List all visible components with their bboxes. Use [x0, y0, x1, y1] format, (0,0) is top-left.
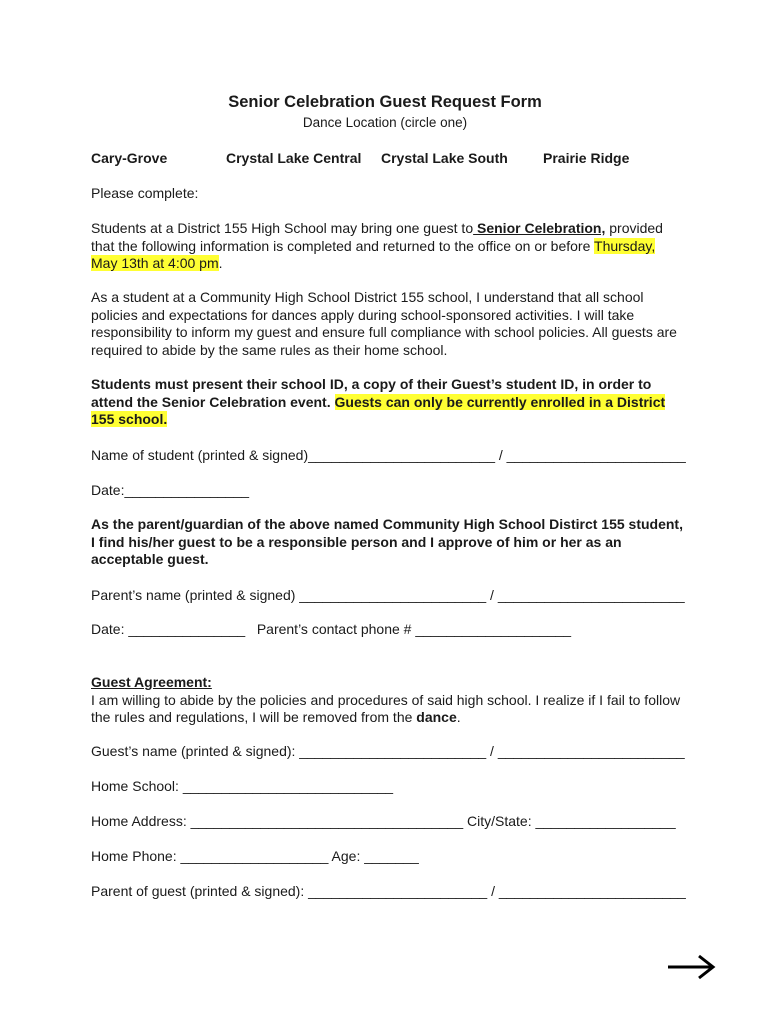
guest-agreement-text: . — [456, 709, 461, 726]
home-address-field[interactable]: Home Address: ___________________________________ City/State: __________________ — [91, 813, 676, 829]
intro-text: Students at a District 155 High School may bring one guest to — [91, 220, 474, 236]
dance-word: dance — [416, 709, 457, 726]
form-subtitle: Dance Location (circle one) — [302, 115, 468, 130]
parent-phone-field[interactable]: Parent’s contact phone # ____________________ — [245, 621, 572, 637]
location-option[interactable]: Cary-Grove — [91, 150, 168, 166]
location-option[interactable]: Prairie Ridge — [543, 150, 630, 166]
deadline-highlight: Thursday, May 13th at 4:00 pm — [91, 237, 656, 272]
parent-date-phone-row — [91, 621, 683, 639]
intro-text: . — [218, 255, 223, 272]
right-arrow-icon[interactable] — [666, 953, 716, 981]
parent-of-guest-field[interactable]: Parent of guest (printed & signed): _______________________ / ________________________ — [91, 883, 686, 899]
guest-agreement — [91, 674, 683, 727]
student-name-field[interactable]: Name of student (printed & signed)________________________ / _______________________ — [91, 447, 686, 463]
form-title: Senior Celebration Guest Request Form — [228, 93, 542, 111]
parent-name-field[interactable]: Parent’s name (printed & signed) ________________________ / ________________________ — [91, 587, 685, 603]
enrollment-highlight: Guests can only be currently enrolled in a District 155 school. — [91, 393, 666, 428]
id-requirement-text: Students must present their school ID, a copy of their Guest’s student ID, in order to attend the Senior Celebration event. — [91, 376, 652, 410]
please-complete-label: Please complete: — [91, 185, 199, 201]
intro-text: provided that the following information is completed and returned to the office on or before — [91, 220, 663, 254]
id-requirement-paragraph — [91, 376, 683, 429]
location-options — [0, 150, 770, 168]
guest-agreement-heading: Guest Agreement: — [91, 674, 212, 690]
guest-agreement-text: I am willing to abide by the policies and procedures of said high school. I realize if I fail to follow the rules and regulations, I will be removed from the — [91, 691, 681, 726]
intro-paragraph — [91, 220, 683, 273]
student-date-field[interactable]: Date:________________ — [91, 482, 250, 498]
parent-date-field[interactable]: Date: _______________ — [91, 621, 246, 637]
home-school-field[interactable]: Home School: ___________________________ — [91, 778, 394, 794]
policy-paragraph: As a student at a Community High School District 155 school, I understand that all school policies and expectations for dances apply during school-sponsored activities. I will take responsibility to inform my guest and ensure full compliance with school policies. All guests are required to abide by the same rules as their home school. — [91, 289, 677, 358]
location-option[interactable]: Crystal Lake Central — [226, 150, 362, 166]
location-option[interactable]: Crystal Lake South — [381, 150, 508, 166]
home-phone-age-field[interactable]: Home Phone: ___________________ Age: _______ — [91, 848, 419, 864]
event-name: Senior Celebration, — [473, 220, 606, 236]
parent-statement: As the parent/guardian of the above named Community High School Distirct 155 student, I find his/her guest to be a responsible person and I approve of him or her as an acceptable guest. — [91, 516, 683, 568]
guest-name-field[interactable]: Guest’s name (printed & signed): ________________________ / ________________________ — [91, 743, 685, 759]
